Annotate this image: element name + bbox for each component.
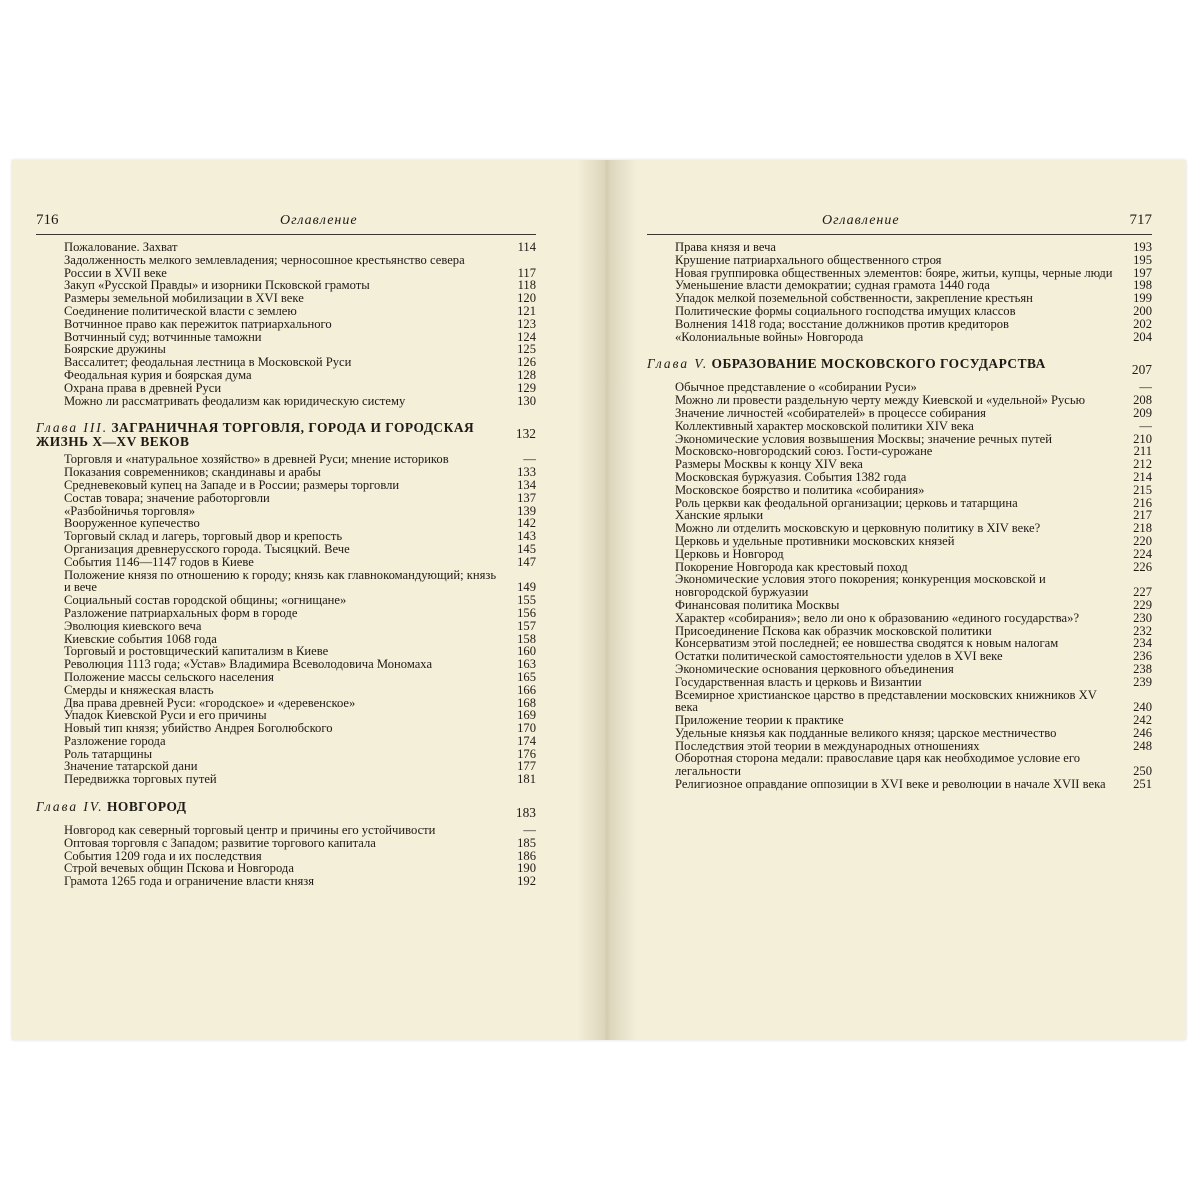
toc-entry-page-number: 155 (517, 593, 536, 608)
toc-entry-title: Закуп «Русской Правды» и изорники Псковской грамоты (64, 278, 370, 293)
chapter-page-number: 207 (1131, 362, 1152, 378)
toc-entry-title: Киевские события 1068 года (64, 631, 217, 646)
toc-entry-page-number: 156 (517, 605, 536, 620)
toc-entry-title: Задолженность мелкого землевладения; черносошное крестьянство севера России в XVII веке (64, 252, 465, 280)
toc-entry (647, 254, 1152, 267)
toc-entry (647, 548, 1152, 561)
toc-entry-page-number: 168 (517, 695, 536, 710)
left-running-title: Оглавление (280, 213, 358, 228)
toc-entry (36, 837, 536, 850)
toc-entry-page-number: 134 (517, 477, 536, 492)
toc-entry-title: Финансовая политика Москвы (675, 597, 840, 612)
toc-entry-page-number: 139 (517, 503, 536, 518)
toc-entry-page-number: 248 (1133, 738, 1152, 753)
toc-entry-title: Пожалование. Захват (64, 240, 178, 254)
toc-entry-page-number: 126 (517, 355, 536, 370)
right-toc-list (647, 241, 1152, 791)
toc-entry (36, 382, 536, 395)
toc-entry (647, 752, 1152, 778)
toc-entry (647, 331, 1152, 344)
toc-entry-title: «Колониальные войны» Новгорода (675, 329, 864, 344)
toc-entry (647, 714, 1152, 727)
toc-entry-page-number: 166 (517, 682, 536, 697)
toc-entry (647, 778, 1152, 791)
toc-entry-title: Эволюция киевского веча (64, 618, 202, 633)
toc-entry-page-number: 114 (517, 240, 536, 254)
toc-entry-page-number: 236 (1133, 649, 1152, 664)
chapter-heading (647, 357, 1152, 377)
toc-entry-title: Экономические основания церковного объединения (675, 661, 954, 676)
toc-entry-page-number: 229 (1133, 597, 1152, 612)
toc-entry (36, 594, 536, 607)
chapter-label: Глава III. (36, 420, 109, 436)
chapter-heading (36, 800, 536, 820)
toc-entry-page-number: 158 (517, 631, 536, 646)
toc-entry (36, 395, 536, 408)
toc-entry-page-number: 198 (1133, 278, 1152, 293)
toc-entry-title: Новгород как северный торговый центр и причины его устойчивости (64, 823, 436, 838)
toc-entry-title: Социальный состав городской общины; «огнищане» (64, 593, 347, 608)
right-page-header (647, 210, 1152, 235)
toc-entry-page-number: 177 (517, 759, 536, 774)
toc-entry-page-number: 227 (1133, 585, 1152, 600)
toc-entry (36, 305, 536, 318)
toc-entry-title: Строй вечевых общин Пскова и Новгорода (64, 861, 294, 876)
toc-entry-title: Вотчинный суд; вотчинные таможни (64, 329, 262, 344)
toc-entry-title: Революция 1113 года; «Устав» Владимира Всеволодовича Мономаха (64, 657, 433, 672)
toc-entry-page-number: 204 (1133, 329, 1152, 344)
toc-entry-page-number: 216 (1133, 495, 1152, 510)
toc-entry-title: Всемирное христианское царство в представлении московских книжников XV века (675, 687, 1097, 715)
toc-entry-page-number: 211 (1133, 444, 1152, 459)
toc-entry-title: Церковь и удельные противники московских князей (675, 533, 955, 548)
toc-entry-page-number: 251 (1133, 777, 1152, 792)
toc-entry-title: Феодальная курия и боярская дума (64, 367, 252, 382)
toc-entry-title: Остатки политической самостоятельности уделов в XVI веке (675, 649, 1003, 664)
chapter-page-number: 132 (515, 426, 536, 442)
toc-entry-page-number: 232 (1133, 623, 1152, 638)
toc-entry-page-number: 121 (517, 303, 536, 318)
toc-entry-page-number: 124 (517, 329, 536, 344)
chapter-title: ЗАГРАНИЧНАЯ ТОРГОВЛЯ, ГОРОДА И ГОРОДСКАЯ ЖИЗНЬ X—XV ВЕКОВ (36, 420, 475, 450)
toc-entry-title: Значение личностей «собирателей» в процессе собирания (675, 405, 986, 420)
toc-entry (36, 773, 536, 786)
toc-entry-page-number: 210 (1133, 431, 1152, 446)
toc-entry (36, 671, 536, 684)
toc-entry-title: Обычное представление о «собирании Руси» (675, 380, 917, 395)
toc-entry (647, 407, 1152, 420)
toc-entry-page-number: 147 (517, 554, 536, 569)
toc-entry-page-number: 234 (1133, 636, 1152, 651)
toc-entry-page-number: 137 (517, 490, 536, 505)
toc-entry-title: Уменьшение власти демократии; судная грамота 1440 года (675, 278, 990, 293)
toc-entry (647, 727, 1152, 740)
toc-entry-page-number: 163 (517, 657, 536, 672)
right-page-number: 717 (1129, 212, 1152, 228)
toc-entry-title: Новый тип князя; убийство Андрея Боголюбского (64, 721, 333, 736)
toc-entry-title: Упадок Киевской Руси и его причины (64, 708, 267, 723)
toc-entry (647, 612, 1152, 625)
toc-entry-page-number: 215 (1133, 482, 1152, 497)
toc-entry-page-number: 185 (517, 835, 536, 850)
toc-entry (647, 305, 1152, 318)
left-page-number: 716 (36, 212, 59, 228)
chapter-title: ОБРАЗОВАНИЕ МОСКОВСКОГО ГОСУДАРСТВА (711, 356, 1046, 372)
toc-entry-title: Роль татарщины (64, 746, 153, 761)
toc-entry-page-number: 230 (1133, 610, 1152, 625)
toc-entry (36, 875, 536, 888)
toc-entry (647, 241, 1152, 254)
toc-entry-title: Новая группировка общественных элементов: бояре, житьи, купцы, черные люди (675, 265, 1113, 280)
toc-entry-page-number: 197 (1133, 265, 1152, 280)
toc-entry-title: Вассалитет; феодальная лестница в Московской Руси (64, 355, 352, 370)
toc-entry-title: Оптовая торговля с Западом; развитие торгового капитала (64, 835, 376, 850)
toc-entry-title: Упадок мелкой поземельной собственности, закрепление крестьян (675, 291, 1033, 306)
toc-entry-page-number: 181 (517, 772, 536, 787)
toc-entry-title: Экономические условия этого покорения; конкуренция московской и новгородской буржуазии (675, 572, 1046, 600)
toc-entry (647, 471, 1152, 484)
toc-entry-page-number: 218 (1133, 521, 1152, 536)
toc-entry-page-number: 226 (1133, 559, 1152, 574)
toc-entry-page-number: 186 (517, 848, 536, 863)
toc-entry-title: Размеры Москвы к концу XIV века (675, 457, 863, 472)
chapter-heading-text (36, 800, 500, 814)
toc-entry-title: Права князя и веча (675, 240, 777, 254)
toc-entry (647, 599, 1152, 612)
toc-entry-title: Разложение города (64, 733, 166, 748)
toc-entry (36, 620, 536, 633)
toc-entry-page-number: 174 (517, 733, 536, 748)
toc-entry-title: Соединение политической власти с землею (64, 303, 297, 318)
toc-entry (36, 824, 536, 837)
toc-entry-page-number: 123 (517, 316, 536, 331)
toc-entry-title: Торговый и ростовщический капитализм в Киеве (64, 644, 329, 659)
toc-entry (647, 663, 1152, 676)
chapter-title: НОВГОРОД (106, 799, 187, 815)
toc-entry-title: Торговый склад и лагерь, торговый двор и крепость (64, 529, 343, 544)
right-running-title: Оглавление (822, 213, 900, 228)
toc-entry-page-number: 250 (1133, 764, 1152, 779)
right-page (647, 210, 1152, 791)
toc-entry-page-number: 120 (517, 291, 536, 306)
toc-entry-title: Положение массы сельского населения (64, 669, 274, 684)
chapter-heading (36, 421, 536, 449)
left-toc-list (36, 241, 536, 888)
toc-entry-page-number: 238 (1133, 661, 1152, 676)
toc-entry-page-number: 133 (517, 465, 536, 480)
toc-entry-title: Крушение патриархального общественного строя (675, 252, 942, 267)
toc-entry-title: Состав товара; значение работорговли (64, 490, 270, 505)
toc-entry (36, 318, 536, 331)
toc-entry-title: Московская буржуазия. События 1382 года (675, 469, 907, 484)
toc-entry-title: Оборотная сторона медали: православие царя как необходимое условие его легальности (675, 751, 1081, 779)
toc-entry (647, 650, 1152, 663)
toc-entry (647, 676, 1152, 689)
toc-entry-title: Значение татарской дани (64, 759, 198, 774)
toc-entry-title: Вооруженное купечество (64, 516, 200, 531)
toc-entry (647, 573, 1152, 599)
toc-entry-page-number: 142 (517, 516, 536, 531)
toc-entry-page-number: — (523, 823, 536, 838)
left-page-header (36, 210, 536, 235)
toc-entry-title: Положение князя по отношению к городу; князь как главнокомандующий; князь и вече (64, 567, 497, 595)
toc-entry (647, 484, 1152, 497)
toc-entry-title: Показания современников; скандинавы и арабы (64, 465, 321, 480)
toc-entry-title: Торговля и «натуральное хозяйство» в древней Руси; мнение историков (64, 452, 449, 467)
toc-entry-page-number: 130 (517, 393, 536, 408)
toc-entry-page-number: 118 (517, 278, 536, 293)
toc-entry-title: Можно ли рассматривать феодализм как юридическую систему (64, 393, 406, 408)
toc-entry-title: Экономические условия возвышения Москвы; значение речных путей (675, 431, 1052, 446)
toc-entry-title: Приложение теории к практике (675, 713, 844, 728)
toc-entry (36, 479, 536, 492)
toc-entry (36, 684, 536, 697)
toc-entry-page-number: 128 (517, 367, 536, 382)
toc-entry-title: Удельные князья как подданные великого князя; царское местничество (675, 725, 1057, 740)
toc-entry (647, 535, 1152, 548)
toc-entry-page-number: 208 (1133, 393, 1152, 408)
toc-entry-title: Политические формы социального господства имущих классов (675, 303, 1016, 318)
toc-entry-title: Разложение патриархальных форм в городе (64, 605, 298, 620)
toc-entry-page-number: 176 (517, 746, 536, 761)
toc-entry (647, 420, 1152, 433)
toc-entry (36, 658, 536, 671)
toc-entry-page-number: 224 (1133, 546, 1152, 561)
toc-entry-page-number: 202 (1133, 316, 1152, 331)
toc-entry-page-number: 214 (1133, 469, 1152, 484)
toc-entry-title: Ханские ярлыки (675, 508, 764, 523)
toc-entry-title: Средневековый купец на Западе и в России; размеры торговли (64, 477, 400, 492)
toc-entry-page-number: 240 (1133, 700, 1152, 715)
book-gutter (577, 160, 637, 1040)
toc-entry-title: «Разбойничья торговля» (64, 503, 196, 518)
toc-entry-page-number: — (523, 452, 536, 467)
toc-entry-title: Боярские дружины (64, 342, 166, 357)
toc-entry-title: Передвижка торговых путей (64, 772, 217, 787)
toc-entry-title: Два права древней Руси: «городское» и «деревенское» (64, 695, 356, 710)
toc-entry (36, 543, 536, 556)
toc-entry (647, 318, 1152, 331)
toc-entry-page-number: 129 (517, 380, 536, 395)
toc-entry-page-number: 145 (517, 541, 536, 556)
toc-entry (36, 607, 536, 620)
toc-entry-title: Коллективный характер московской политики XIV века (675, 418, 974, 433)
toc-entry (36, 569, 536, 595)
toc-entry-page-number: 217 (1133, 508, 1152, 523)
toc-entry-page-number: 199 (1133, 291, 1152, 306)
toc-entry-page-number: 209 (1133, 405, 1152, 420)
toc-entry-title: Можно ли провести раздельную черту между Киевской и «удельной» Русью (675, 393, 1086, 408)
toc-entry-title: События 1146—1147 годов в Киеве (64, 554, 254, 569)
toc-entry-title: Консерватизм этой последней; ее новшества сводятся к новым налогам (675, 636, 1059, 651)
toc-entry-page-number: 170 (517, 721, 536, 736)
toc-entry-title: Характер «собирания»; вело ли оно к образованию «единого государства»? (675, 610, 1080, 625)
toc-entry-page-number: 246 (1133, 725, 1152, 740)
chapter-heading-text (36, 421, 500, 449)
toc-entry-title: Последствия этой теории в международных отношениях (675, 738, 980, 753)
chapter-label: Глава V. (647, 356, 709, 372)
toc-entry (36, 492, 536, 505)
toc-entry-title: Грамота 1265 года и ограничение власти князя (64, 874, 315, 889)
toc-entry-page-number: 193 (1133, 240, 1152, 254)
toc-entry (647, 689, 1152, 715)
toc-entry-page-number: 143 (517, 529, 536, 544)
toc-entry-page-number: 195 (1133, 252, 1152, 267)
toc-entry-title: Покорение Новгорода как крестовый поход (675, 559, 908, 574)
toc-entry-title: Можно ли отделить московскую и церковную политику в XIV веке? (675, 521, 1041, 536)
toc-entry-title: Религиозное оправдание оппозиции в XVI веке и революции в начале XVII века (675, 777, 1106, 792)
toc-entry-title: Московско-новгородский союз. Гости-сурожане (675, 444, 933, 459)
toc-entry-page-number: 165 (517, 669, 536, 684)
toc-entry-page-number: 160 (517, 644, 536, 659)
toc-entry-page-number: — (1139, 380, 1152, 395)
toc-entry-page-number: 220 (1133, 533, 1152, 548)
toc-entry-title: События 1209 года и их последствия (64, 848, 262, 863)
toc-entry-page-number: 169 (517, 708, 536, 723)
book-spread (12, 160, 1186, 1040)
toc-entry-title: Московское боярство и политика «собирания» (675, 482, 925, 497)
toc-entry (36, 254, 536, 280)
toc-entry-page-number: — (1139, 418, 1152, 433)
chapter-page-number: 183 (515, 805, 536, 821)
toc-entry-page-number: 157 (517, 618, 536, 633)
left-page (36, 210, 536, 888)
chapter-label: Глава IV. (36, 799, 104, 815)
toc-entry-page-number: 242 (1133, 713, 1152, 728)
toc-entry-page-number: 212 (1133, 457, 1152, 472)
toc-entry-page-number: 239 (1133, 674, 1152, 689)
toc-entry (36, 735, 536, 748)
toc-entry-title: Охрана права в древней Руси (64, 380, 222, 395)
toc-entry-title: Церковь и Новгород (675, 546, 784, 561)
toc-entry-title: Размеры земельной мобилизации в XVI веке (64, 291, 304, 306)
toc-entry-title: Организация древнерусского города. Тысяцкий. Вече (64, 541, 350, 556)
toc-entry-page-number: 125 (517, 342, 536, 357)
toc-entry-page-number: 200 (1133, 303, 1152, 318)
toc-entry-page-number: 192 (517, 874, 536, 889)
toc-entry-page-number: 149 (517, 580, 536, 595)
toc-entry (36, 722, 536, 735)
toc-entry (36, 241, 536, 254)
toc-entry-title: Роль церкви как феодальной организации; церковь и татарщина (675, 495, 1018, 510)
toc-entry-title: Присоединение Пскова как образчик московской политики (675, 623, 992, 638)
toc-entry-page-number: 117 (517, 265, 536, 280)
toc-entry (36, 369, 536, 382)
toc-entry-title: Государственная власть и церковь и Византии (675, 674, 922, 689)
toc-entry-title: Смерды и княжеская власть (64, 682, 214, 697)
chapter-heading-text (647, 357, 1116, 371)
toc-entry (36, 556, 536, 569)
toc-entry-page-number: 190 (517, 861, 536, 876)
toc-entry-title: Вотчинное право как пережиток патриархального (64, 316, 332, 331)
toc-entry-title: Волнения 1418 года; восстание должников против кредиторов (675, 316, 1009, 331)
